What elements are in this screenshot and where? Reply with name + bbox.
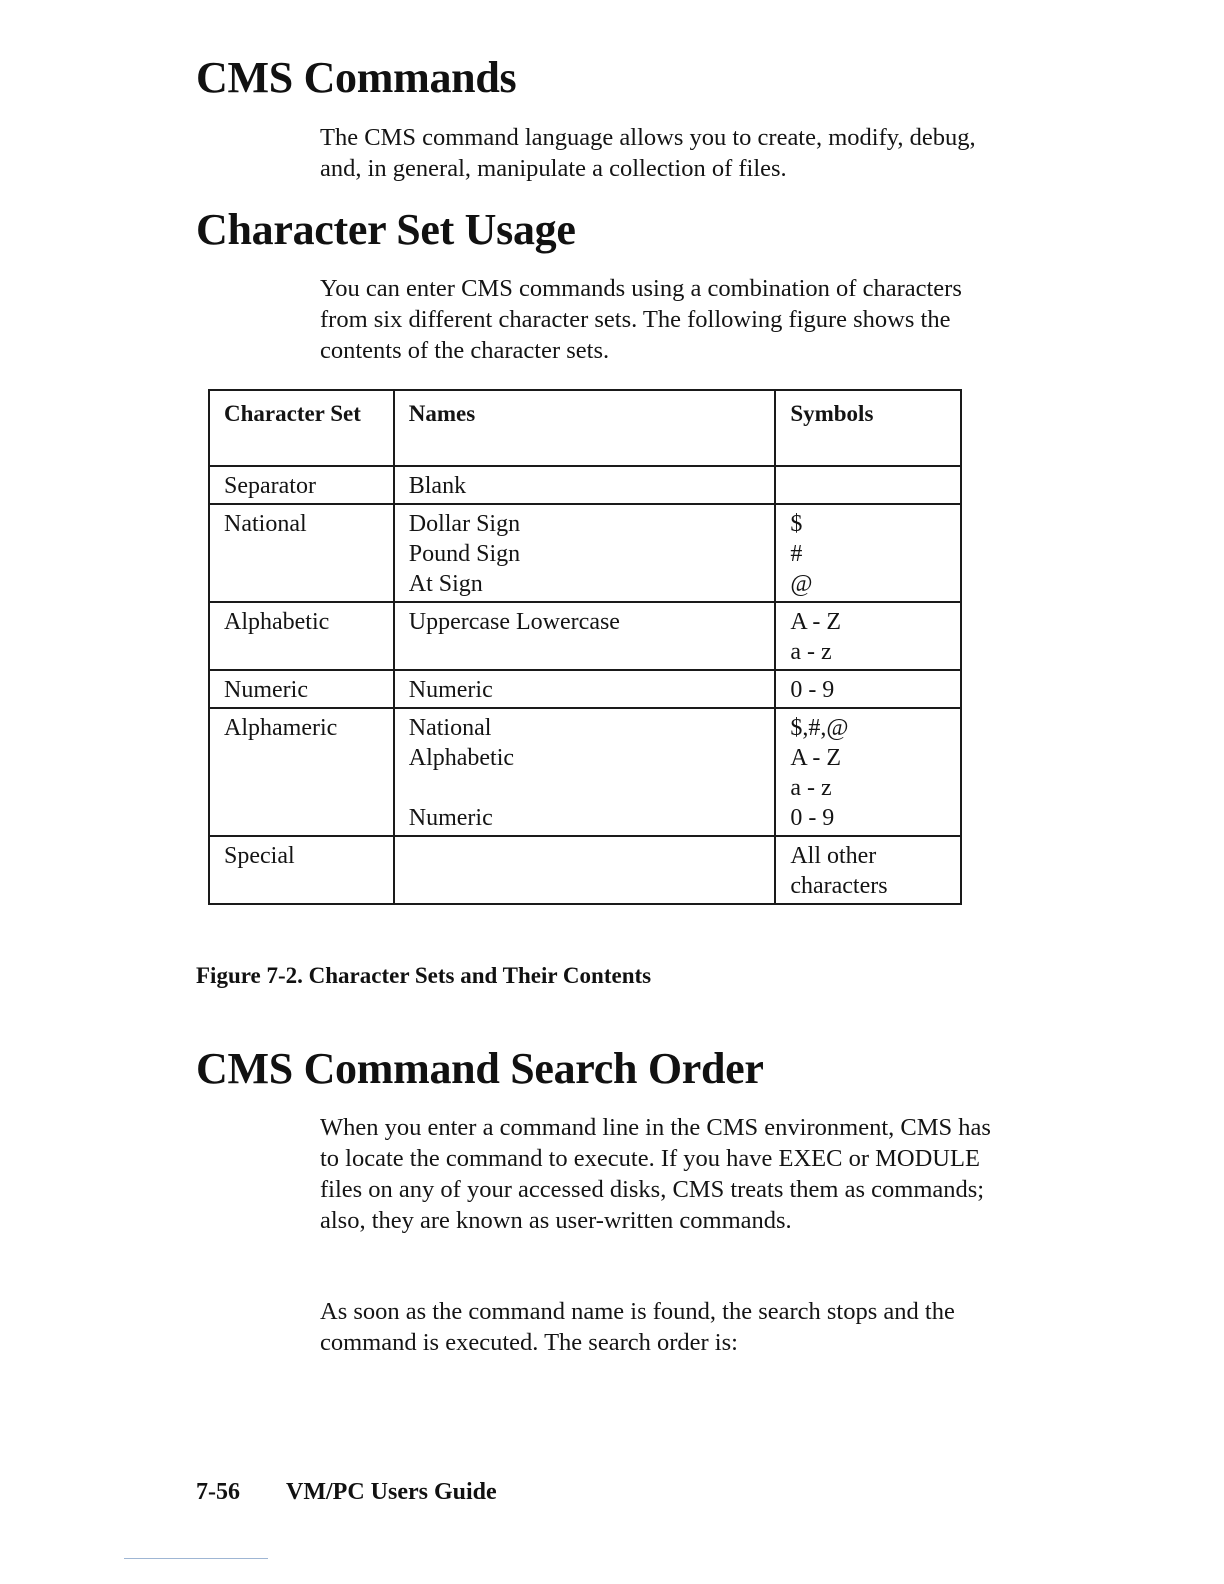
name-spacer [409, 773, 761, 803]
heading-command-search-order: CMS Command Search Order [196, 1044, 764, 1093]
heading-character-set-usage: Character Set Usage [196, 205, 576, 254]
character-set-cell [209, 602, 394, 670]
figure-caption: Figure 7-2. Character Sets and Their Contents [196, 963, 652, 988]
symbols-cell [775, 602, 961, 670]
character-set-name: Alphabetic [224, 609, 330, 635]
names-cell [394, 708, 776, 836]
character-set-cell [209, 836, 394, 904]
symbol-entry: 0 - 9 [790, 805, 835, 831]
search-order-paragraph-1: When you enter a command line in the CMS environment, CMS has to locate the command to execute. If you have EXEC or MODULE files on any of your accessed disks, CMS treats them as commands; also, they are known as user-written commands. [320, 1114, 991, 1234]
symbol-entry: $ [790, 511, 803, 537]
names-cell [394, 504, 776, 602]
symbol-entry: $,#,@ [790, 715, 849, 741]
symbol-entry: A - Z [790, 609, 841, 635]
symbol-entry: # [790, 541, 803, 567]
names-cell [394, 602, 776, 670]
search-order-paragraph-2: As soon as the command name is found, the search stops and the command is executed. The search order is: [320, 1298, 955, 1356]
symbols-cell [775, 466, 961, 504]
intro-paragraph: The CMS command language allows you to create, modify, debug, and, in general, manipulate a collection of files. [320, 124, 976, 182]
table-row [209, 836, 961, 904]
name-entry: Numeric [408, 805, 493, 831]
symbol-entry: A - Z [790, 745, 841, 771]
table-row [209, 602, 961, 670]
names-cell [394, 466, 776, 504]
symbol-entry: characters [790, 873, 888, 899]
symbol-entry: @ [790, 571, 813, 597]
page-number: 7-56 [196, 1479, 240, 1505]
names-cell [394, 670, 776, 708]
character-set-name: Numeric [224, 677, 308, 703]
name-entry: National [408, 715, 492, 741]
character-set-cell [209, 708, 394, 836]
name-entry: Numeric [408, 677, 493, 703]
symbols-cell [775, 504, 961, 602]
symbols-cell [775, 708, 961, 836]
table-header-row [209, 390, 961, 466]
heading-cms-commands: CMS Commands [196, 53, 517, 102]
name-entry: Blank [408, 473, 467, 499]
name-entry: At Sign [408, 571, 483, 597]
symbol-entry: a - z [790, 639, 832, 665]
symbols-cell [775, 836, 961, 904]
table-row [209, 504, 961, 602]
names-cell [394, 836, 776, 904]
table-row [209, 708, 961, 836]
name-entry: Alphabetic [408, 745, 515, 771]
character-sets-table [208, 389, 962, 905]
table-row [209, 466, 961, 504]
symbols-cell [775, 670, 961, 708]
column-header-names: Names [394, 390, 776, 466]
column-header-character-set: Character Set [209, 390, 394, 466]
column-header-symbols: Symbols [775, 390, 961, 466]
bottom-divider [124, 1558, 268, 1559]
name-entry: Dollar Sign [408, 511, 521, 537]
character-set-name: Alphameric [224, 715, 338, 741]
character-set-cell [209, 466, 394, 504]
book-title: VM/PC Users Guide [286, 1479, 497, 1505]
table-row [209, 670, 961, 708]
page-footer [196, 1479, 497, 1506]
character-set-name: Separator [224, 473, 316, 499]
symbol-entry: All other [790, 843, 877, 869]
character-set-name: Special [224, 843, 295, 869]
symbol-entry: 0 - 9 [790, 677, 835, 703]
character-set-name: National [224, 511, 307, 537]
name-entry: Pound Sign [408, 541, 521, 567]
charset-intro-paragraph: You can enter CMS commands using a combination of characters from six different character sets. The following figure shows the contents of the character sets. [320, 275, 962, 364]
name-entry: Uppercase Lowercase [408, 609, 620, 635]
symbol-entry: a - z [790, 775, 832, 801]
character-set-cell [209, 504, 394, 602]
character-set-cell [209, 670, 394, 708]
